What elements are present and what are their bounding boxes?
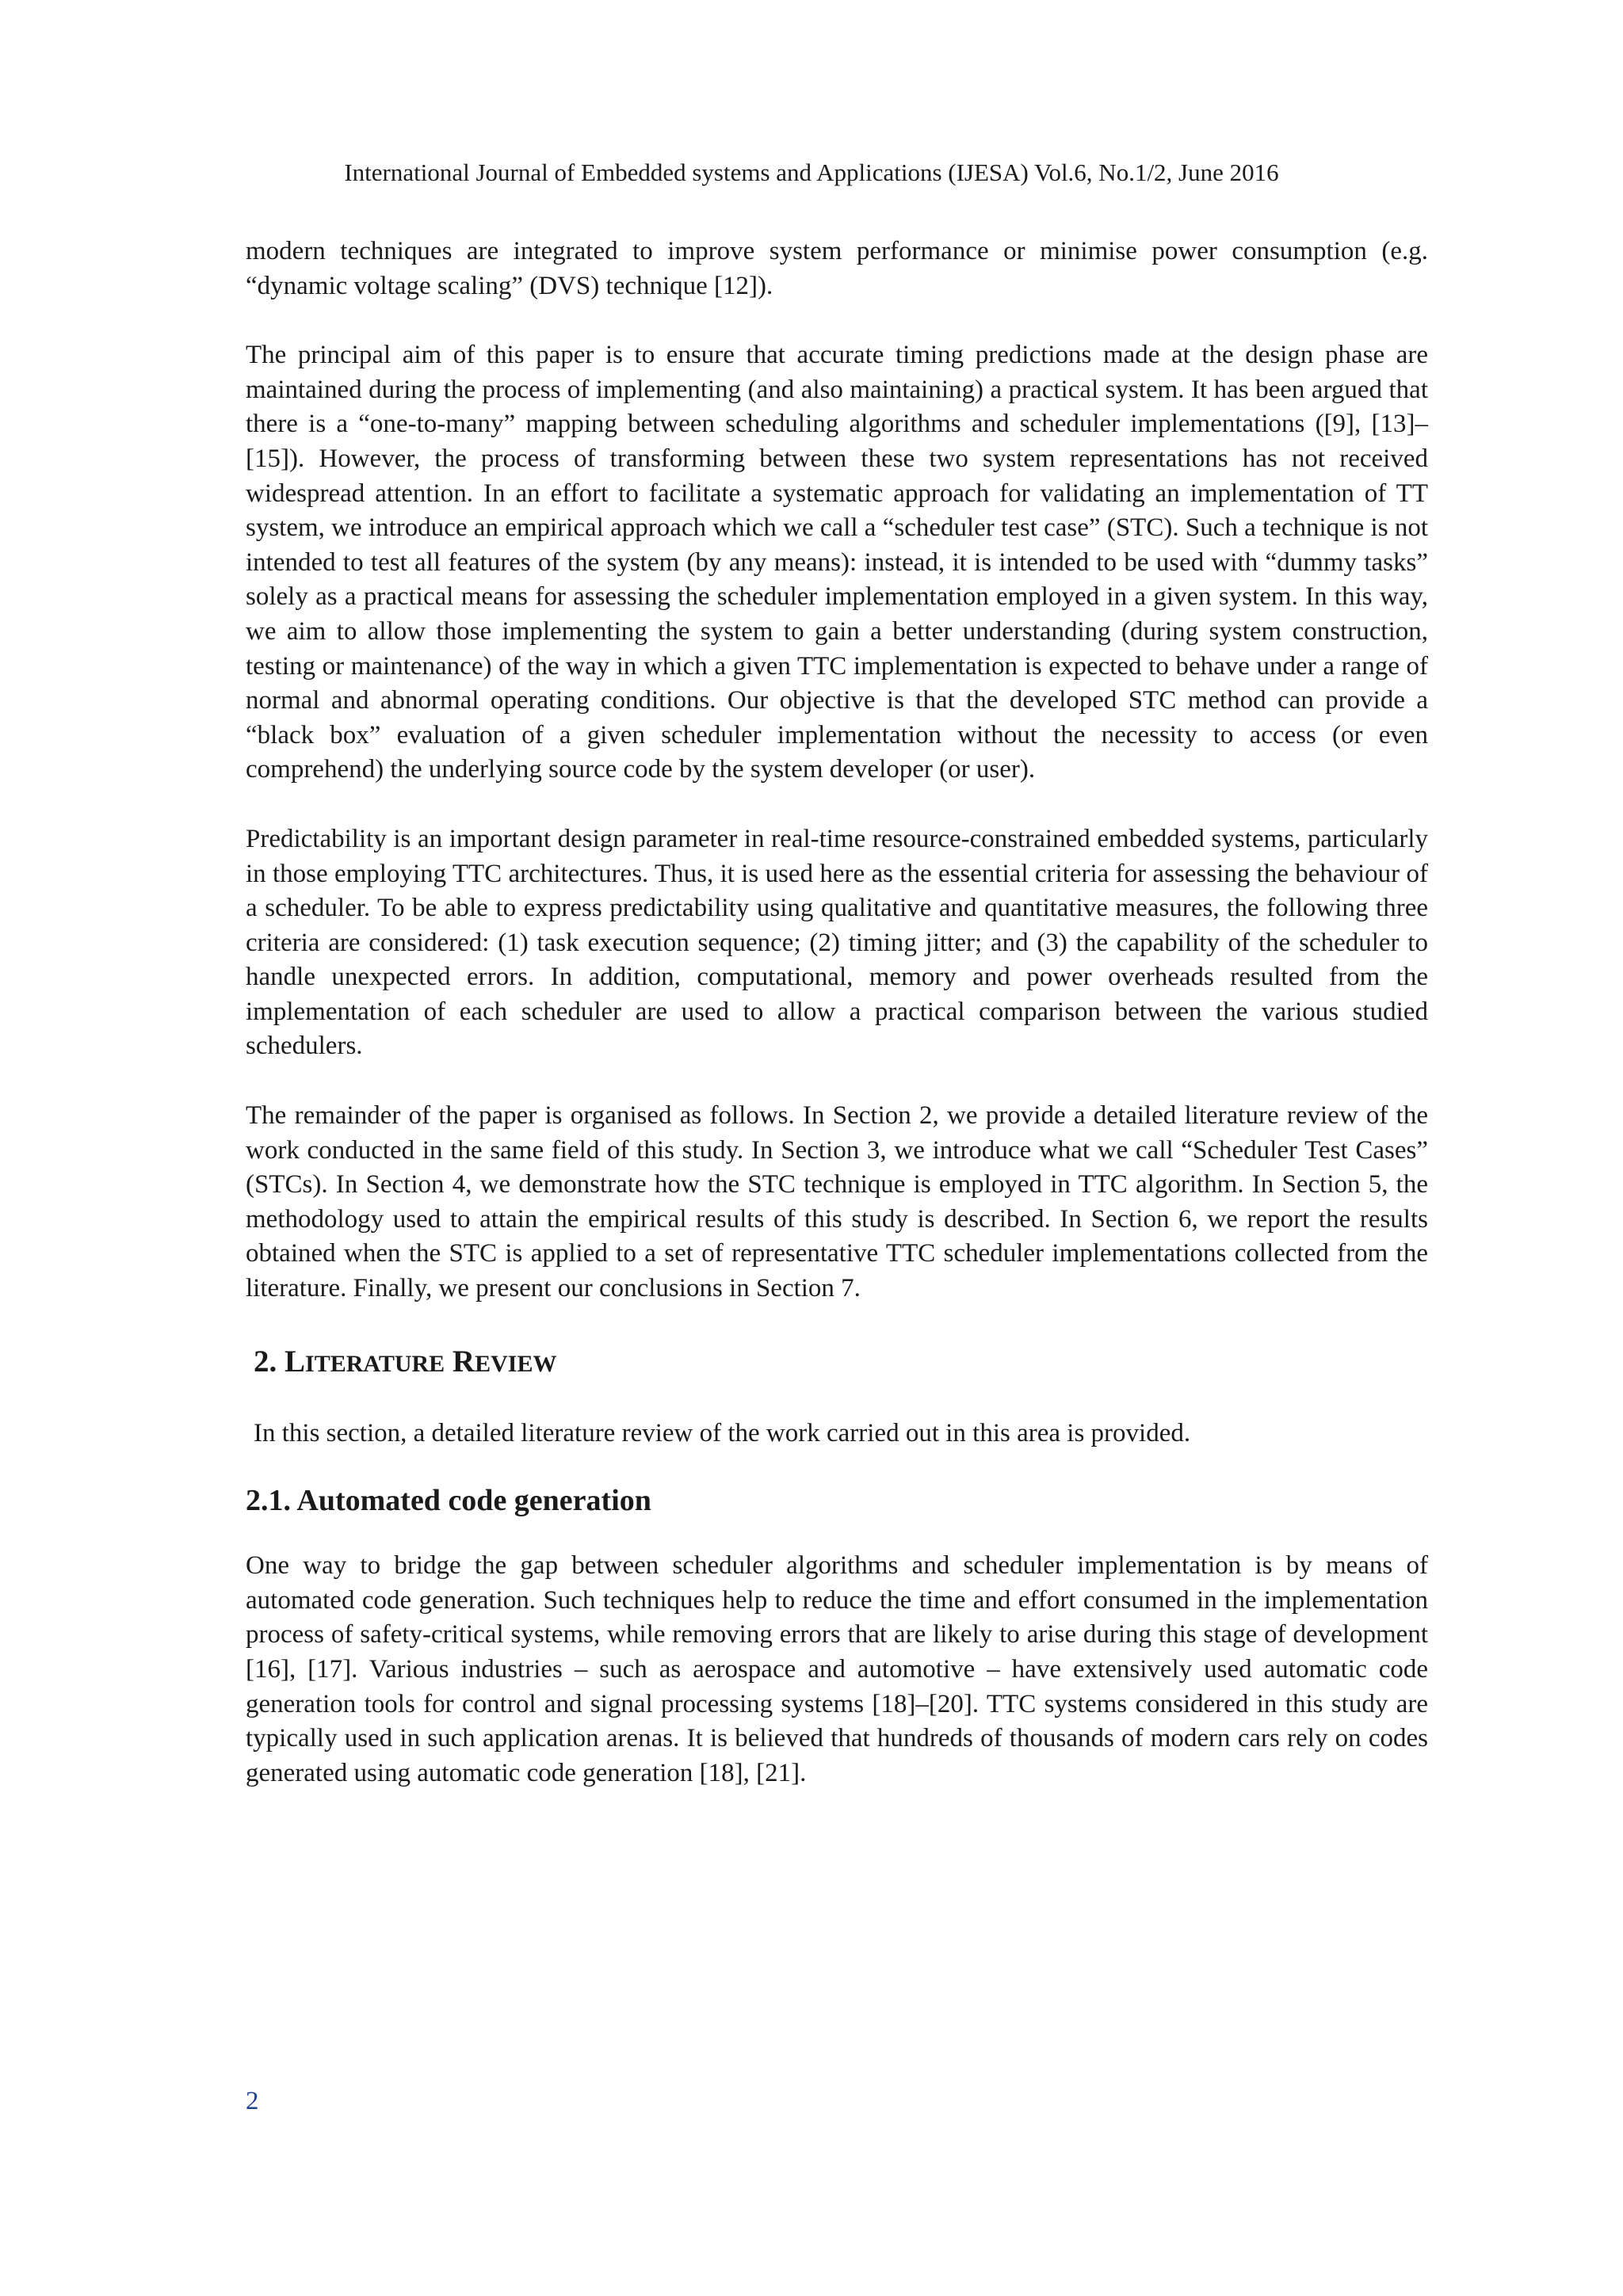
section-intro: In this section, a detailed literature review of the work carried out in this area is provided.	[254, 1418, 1191, 1447]
section-heading-literature-review	[254, 1341, 1428, 1385]
paragraph-aim: The principal aim of this paper is to ensure that accurate timing predictions made at the design phase are maintained during the process of implementing (and also maintaining) a practical system. It has been argued that there is a “one-to-many” mapping between scheduling algorithms and scheduler implementations ([9], [13]–[15]). However, the process of transforming between these two system representations has not received widespread attention. In an effort to facilitate a systematic approach for validating an implementation of TT system, we introduce an empirical approach which we call a “scheduler test case” (STC). Such a technique is not intended to test all features of the system (by any means): instead, it is intended to be used with “dummy tasks” solely as a practical means for assessing the scheduler implementation employed in a given system. In this way, we aim to allow those implementing the system to gain a better understanding (during system construction, testing or maintenance) of the way in which a given TTC implementation is expected to behave under a range of normal and abnormal operating conditions. Our objective is that the developed STC method can provide a “black box” evaluation of a given scheduler implementation without the necessity to access (or even comprehend) the underlying source code by the system developer (or user).	[246, 341, 1428, 784]
section-title-smallcaps-eview: EVIEW	[475, 1350, 557, 1377]
section-number: 2.	[254, 1344, 285, 1379]
paragraph-predictability: Predictability is an important design parameter in real-time resource-constrained embedded systems, particularly in those employing TTC architectures. Thus, it is used here as the essential criteria for assessing the behaviour of a scheduler. To be able to express predictability using qualitative and quantitative measures, the following three criteria are considered: (1) task execution sequence; (2) timing jitter; and (3) the capability of the scheduler to handle unexpected errors. In addition, computational, memory and power overheads resulted from the implementation of each scheduler are used to allow a practical comparison between the various studied schedulers.	[246, 824, 1428, 1061]
page-body	[246, 235, 1428, 1825]
subsection-heading-code-generation: 2.1. Automated code generation	[246, 1484, 651, 1518]
paragraph-organisation: The remainder of the paper is organised as follows. In Section 2, we provide a detailed literature review of the work conducted in the same field of this study. In Section 3, we introduce what we call “Scheduler Test Cases” (STCs). In Section 4, we demonstrate how the STC technique is employed in TTC algorithm. In Section 5, the methodology used to attain the empirical results of this study is described. In Section 6, we report the results obtained when the STC is applied to a set of representative TTC scheduler implementations collected from the literature. Finally, we present our conclusions in Section 7.	[246, 1101, 1428, 1303]
section-title-smallcaps-iterature: ITERATURE	[305, 1350, 445, 1377]
section-title-initial-r: R	[452, 1344, 475, 1379]
paragraph-code-generation: One way to bridge the gap between scheduler algorithms and scheduler implementation is by means of automated code generation. Such techniques help to reduce the time and effort consumed in the implementation process of safety-critical systems, while removing errors that are likely to arise during this stage of development [16], [17]. Various industries – such as aerospace and automotive – have extensively used automatic code generation tools for control and signal processing systems [18]–[20]. TTC systems considered in this study are typically used in such application arenas. It is believed that hundreds of thousands of modern cars rely on codes generated using automatic code generation [18], [21].	[246, 1551, 1428, 1787]
section-title-initial-l: L	[285, 1344, 306, 1379]
running-header: International Journal of Embedded systems and Applications (IJESA) Vol.6, No.1/2, June 2016	[344, 158, 1279, 186]
page-number: 2	[246, 2087, 259, 2115]
paragraph-dvs: modern techniques are integrated to improve system performance or minimise power consumption (e.g. “dynamic voltage scaling” (DVS) technique [12]).	[246, 237, 1428, 300]
